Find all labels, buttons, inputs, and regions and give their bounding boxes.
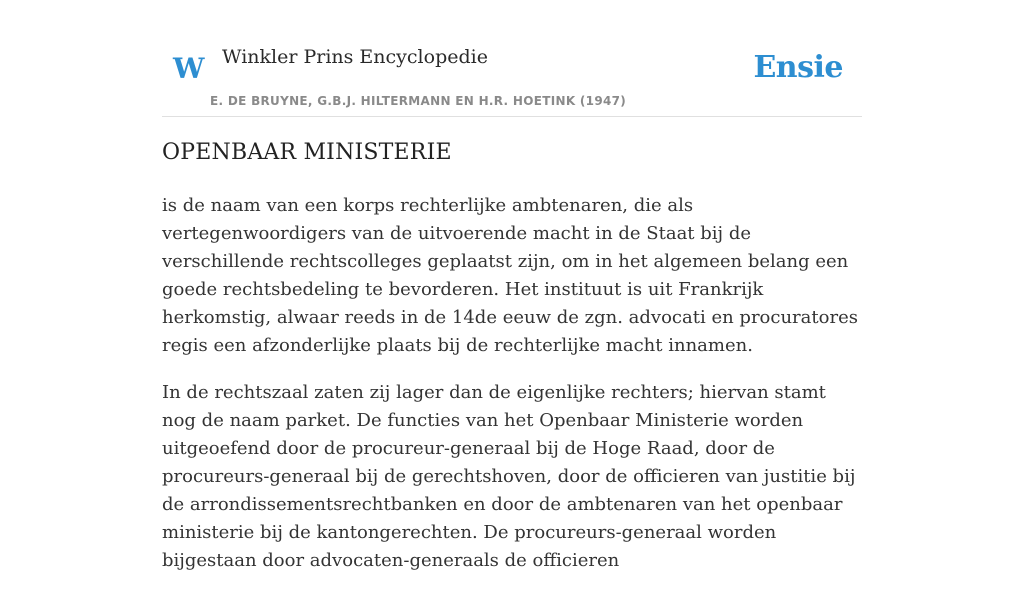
site-header [162,0,862,117]
ensie-brand-logo[interactable]: Ensie [753,50,843,85]
publication-title[interactable]: Winkler Prins Encyclopedie [222,46,488,68]
article-paragraph: is de naam van een korps rechterlijke ambtenaren, die als vertegenwoordigers van de uitvoerende macht in de Staat bij de verschillende rechtscolleges geplaatst zijn, om in het algemeen belang een goede rechtsbedeling te bevorderen. Het instituut is uit Frankrijk herkomstig, alwaar reeds in de 14de eeuw de zgn. advocati en procuratores regis een afzonderlijke plaats bij de rechterlijke macht innamen. [162,195,858,356]
article-paragraph: In de rechtszaal zaten zij lager dan de eigenlijke rechters; hiervan stamt nog de naam parket. De functies van het Openbaar Ministerie worden uitgeoefend door de procureur-generaal bij de Hoge Raad, door de procureurs-generaal bij de gerechtshoven, door de officieren van justitie bij de arrondissementsrechtbanken en door de ambtenaren van het openbaar ministerie bij de kantongerechten. De procureurs-generaal worden bijgestaan door advocaten-generaals de officieren [162,382,856,571]
article-body [162,192,862,594]
article-title: OPENBAAR MINISTERIE [162,140,452,165]
authors-line: E. DE BRUYNE, G.B.J. HILTERMANN EN H.R. HOETINK (1947) [210,94,627,108]
winkler-prins-logo[interactable]: W [173,52,204,85]
